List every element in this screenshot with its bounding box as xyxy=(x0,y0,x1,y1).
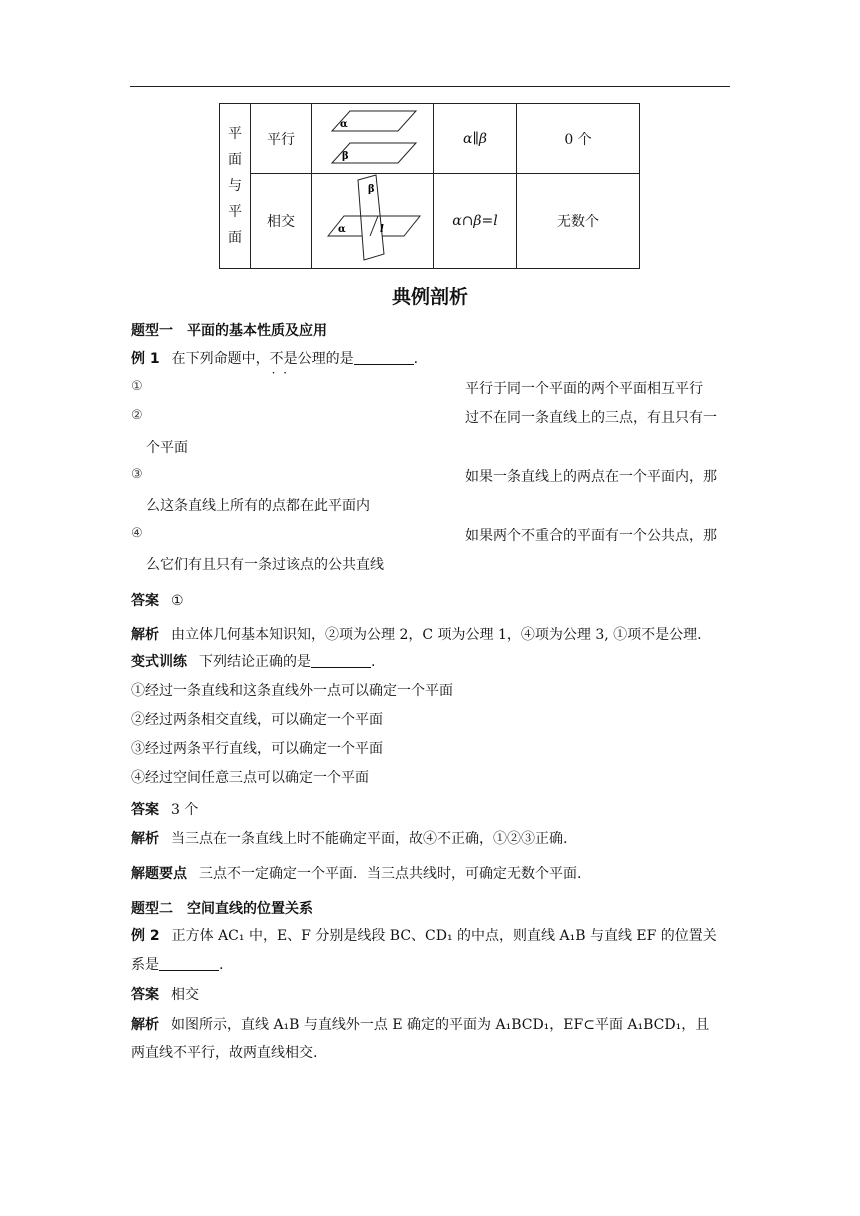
header-rule xyxy=(130,86,730,87)
variant-item-4: ④经过空间任意三点可以确定一个平面 xyxy=(131,770,369,786)
variant-analysis-text: 当三点在一条直线上时不能确定平面，故④不正确，①②③正确. xyxy=(171,831,568,847)
variant-analysis xyxy=(131,829,567,849)
example2-line2 xyxy=(131,955,223,975)
option-4-num: ④ xyxy=(131,526,143,541)
section-heading: 典例剖析 xyxy=(391,286,468,308)
label-alpha: α xyxy=(339,118,348,130)
type1-title: 题型一 平面的基本性质及应用 xyxy=(131,323,327,339)
category-char: 平 xyxy=(228,126,242,142)
count-intersect: 无数个 xyxy=(517,174,640,269)
label-alpha-2: α xyxy=(337,224,346,235)
variant-item-2: ②经过两条相交直线，可以确定一个平面 xyxy=(131,712,383,728)
label-beta-2: β xyxy=(367,184,375,195)
variant-answer xyxy=(131,800,198,820)
analysis2-line1: 如图所示，直线 A₁B 与直线外一点 E 确定的平面为 A₁BCD₁，EF⊂平面 A₁BCD₁，且 xyxy=(171,1017,710,1033)
label-l: l xyxy=(379,224,384,235)
category-char: 平 xyxy=(228,204,242,220)
example1-text-pre: 在下列命题中， xyxy=(171,351,270,367)
key-point-label: 解题要点 xyxy=(131,866,187,882)
example1-label: 例 1 xyxy=(131,351,160,367)
category-cell xyxy=(220,104,251,269)
option-4-text: 如果两个不重合的平面有一个公共点，那 xyxy=(465,528,717,544)
answer-value: ① xyxy=(171,593,184,609)
relation-intersect: 相交 xyxy=(251,174,312,269)
option-2-cont: 个平面 xyxy=(146,440,188,456)
variant-end: . xyxy=(371,654,376,670)
figure-intersect xyxy=(312,174,434,269)
option-2-text: 过不在同一条直线上的三点，有且只有一 xyxy=(465,410,717,426)
answer-1 xyxy=(131,591,184,611)
key-point-text: 三点不一定确定一个平面．当三点共线时，可确定无数个平面. xyxy=(199,866,582,882)
example1-emph: 不是 · · xyxy=(270,351,298,367)
label-beta: β xyxy=(341,150,349,162)
category-char: 面 xyxy=(228,152,242,168)
option-3-num: ③ xyxy=(131,467,143,482)
type2-title: 题型二 空间直线的位置关系 xyxy=(131,901,313,917)
answer2-value: 相交 xyxy=(171,987,199,1003)
figure-parallel xyxy=(312,104,434,174)
option-2-num: ② xyxy=(131,408,143,423)
example2-label: 例 2 xyxy=(131,928,160,944)
variant-analysis-label: 解析 xyxy=(131,831,159,847)
option-4-cont: 么它们有且只有一条过该点的公共直线 xyxy=(146,557,384,573)
answer-2 xyxy=(131,985,199,1005)
example1-end: . xyxy=(413,351,419,367)
relation-table xyxy=(219,103,640,269)
analysis-2 xyxy=(131,1015,709,1035)
example2-blank xyxy=(159,956,219,971)
example1 xyxy=(131,349,418,369)
example2-line1: 正方体 AC₁ 中，E、F 分别是线段 BC、CD₁ 的中点，则直线 A₁B 与直线 EF 的位置关 xyxy=(171,928,717,944)
option-1-text: 平行于同一个平面的两个平面相互平行 xyxy=(465,381,703,397)
analysis-1 xyxy=(131,625,702,645)
variant-answer-label: 答案 xyxy=(131,802,159,818)
analysis-text: 由立体几何基本知识知，②项为公理 2，C 项为公理 1，④项为公理 3, ①项不是公理. xyxy=(171,627,702,643)
example2 xyxy=(131,926,717,946)
variant-text: 下列结论正确的是 xyxy=(199,654,311,670)
relation-parallel: 平行 xyxy=(251,104,312,174)
variant-item-1: ①经过一条直线和这条直线外一点可以确定一个平面 xyxy=(131,683,453,699)
symbol-intersect: α∩β=l xyxy=(434,174,517,269)
variant-answer-value: 3 个 xyxy=(171,802,199,818)
answer2-label: 答案 xyxy=(131,987,159,1003)
example2-line2-pre: 系是 xyxy=(131,957,159,973)
key-point xyxy=(131,864,581,884)
category-char: 面 xyxy=(228,230,242,246)
category-label xyxy=(220,121,250,251)
count-parallel: 0 个 xyxy=(517,104,640,174)
category-char: 与 xyxy=(228,178,242,194)
example2-line2-end: . xyxy=(219,957,224,973)
variant-blank xyxy=(311,653,371,668)
option-1-num: ① xyxy=(131,379,143,394)
parallel-planes-figure xyxy=(318,105,428,169)
answer-blank xyxy=(354,350,414,365)
analysis2-label: 解析 xyxy=(131,1017,159,1033)
analysis-label: 解析 xyxy=(131,627,159,643)
example1-text-post: 公理的是 xyxy=(297,351,354,367)
symbol-parallel: α∥β xyxy=(434,104,517,174)
analysis2-line2: 两直线不平行，故两直线相交. xyxy=(131,1045,318,1061)
intersecting-planes-figure xyxy=(318,174,428,264)
answer-label: 答案 xyxy=(131,593,159,609)
option-3-cont: 么这条直线上所有的点都在此平面内 xyxy=(146,498,370,514)
variant-label: 变式训练 xyxy=(131,654,187,670)
option-3-text: 如果一条直线上的两点在一个平面内，那 xyxy=(465,469,717,485)
variant-item-3: ③经过两条平行直线，可以确定一个平面 xyxy=(131,741,383,757)
variant-training xyxy=(131,652,375,672)
